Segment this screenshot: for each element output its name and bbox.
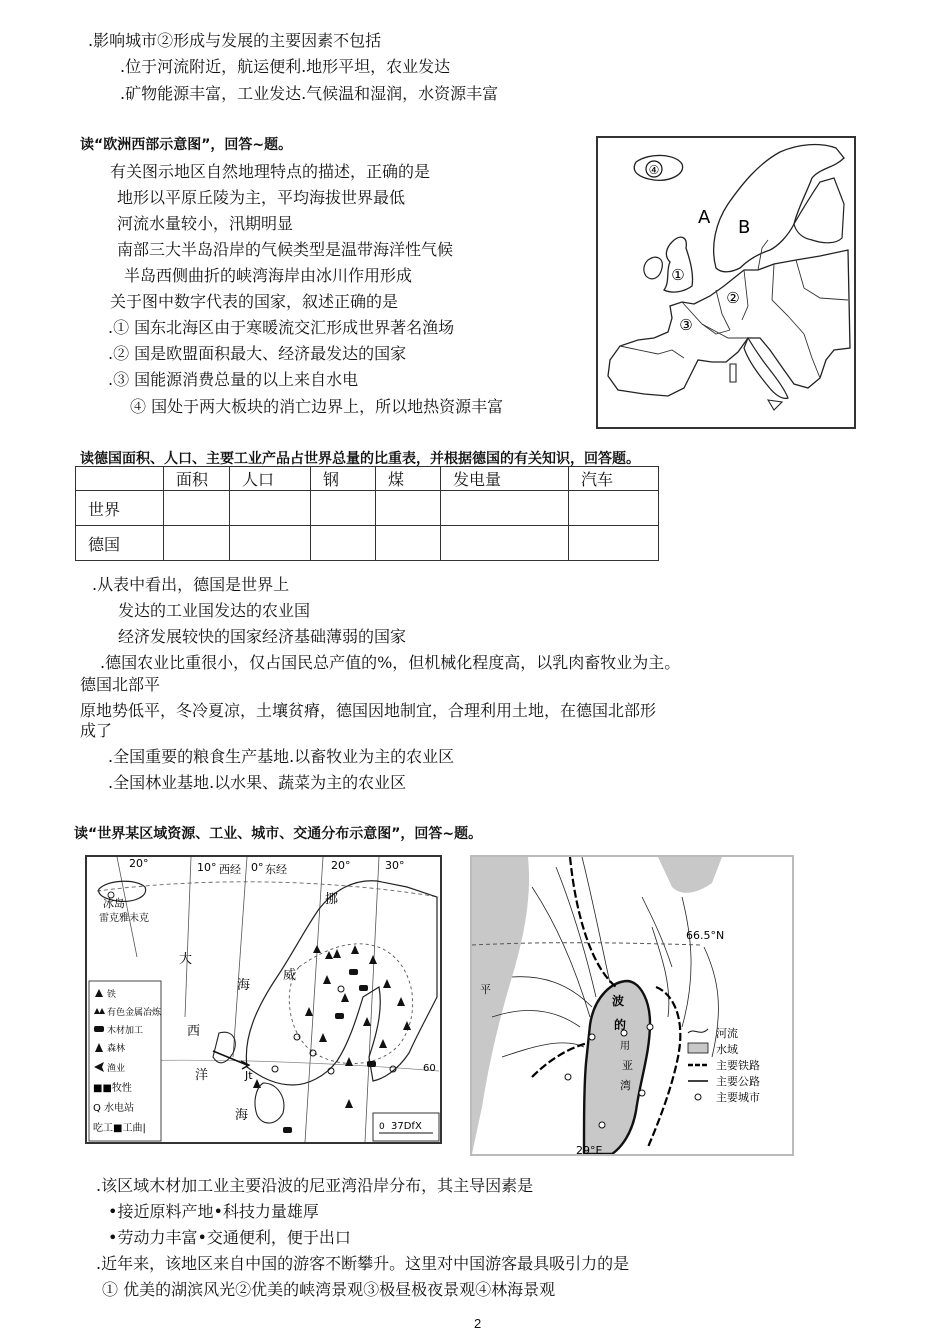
legend-label: 森林 bbox=[107, 1044, 126, 1054]
table-cell bbox=[230, 526, 311, 561]
question-stem: .该区域木材加工业主要沿波的尼亚湾沿岸分布，其主导因素是 bbox=[96, 1176, 534, 1195]
resource-industry-map bbox=[85, 855, 442, 1144]
lat-label: 66.5°N bbox=[686, 929, 725, 942]
legend-label: ■■牧性 bbox=[93, 1083, 132, 1094]
map-text: 挪 bbox=[325, 892, 339, 907]
question-options: .矿物能源丰富，工业发达.气候温和湿润，水资源丰富 bbox=[120, 84, 499, 103]
lon-label: 20° bbox=[331, 859, 351, 872]
table-cell bbox=[376, 526, 441, 561]
option-b: 河流水量较小，汛期明显 bbox=[117, 214, 294, 233]
legend-label: 河流 bbox=[716, 1027, 738, 1040]
table-cell bbox=[311, 491, 376, 526]
map-text: 洋 bbox=[195, 1068, 209, 1083]
legend-label: 铁 bbox=[107, 990, 117, 1000]
table-cell bbox=[441, 491, 569, 526]
table-header-cell: 发电量 bbox=[441, 467, 569, 491]
map-text: 波 bbox=[612, 994, 625, 1008]
table-cell bbox=[230, 491, 311, 526]
map-text: 西 bbox=[187, 1024, 201, 1039]
table-cell bbox=[164, 491, 230, 526]
question-stem: .从表中看出，德国是世界上 bbox=[92, 575, 290, 594]
option-c: 南部三大半岛沿岸的气候类型是温带海洋性气候 bbox=[117, 240, 454, 259]
question-stem: .近年来，该地区来自中国的游客不断攀升。这里对中国游客最具吸引力的是 bbox=[96, 1254, 630, 1273]
table-header-cell: 人口 bbox=[230, 467, 311, 491]
section-heading: 读“世界某区域资源、工业、城市、交通分布示意图”，回答~题。 bbox=[74, 826, 483, 842]
legend-label: 主要铁路 bbox=[716, 1059, 760, 1072]
question-options: .全国重要的粮食生产基地.以畜牧业为主的农业区 bbox=[108, 747, 455, 766]
map-text-iceland: 冰岛 bbox=[103, 897, 125, 910]
table-cell bbox=[569, 526, 659, 561]
map-text: 海 bbox=[237, 978, 251, 993]
table-cell bbox=[441, 526, 569, 561]
table-header-cell: 面积 bbox=[164, 467, 230, 491]
europe-map bbox=[596, 136, 856, 429]
lon-label: 29°E bbox=[576, 1144, 603, 1154]
legend-label: 水域 bbox=[716, 1043, 738, 1056]
river-icon bbox=[688, 1029, 708, 1033]
map-text: 大 bbox=[179, 952, 193, 967]
map-text: Jt bbox=[245, 1069, 253, 1082]
question-stem: 关于图中数字代表的国家，叙述正确的是 bbox=[110, 292, 399, 311]
question-options: •劳动力丰富•交通便利，便于出口 bbox=[108, 1228, 351, 1247]
section-heading: 读“欧洲西部示意图”，回答~题。 bbox=[80, 137, 293, 153]
map-label-b: B bbox=[738, 217, 751, 238]
legend-label: 木材加工 bbox=[107, 1026, 144, 1036]
question-stem: 原地势低平，冬冷夏凉，土壤贫瘠，德国因地制宜，合理利用土地，在德国北部形 bbox=[80, 701, 657, 720]
table-cell bbox=[569, 491, 659, 526]
table-cell bbox=[376, 491, 441, 526]
table-row-label: 德国 bbox=[76, 526, 164, 561]
map-text: 的 bbox=[614, 1018, 627, 1032]
option-d: 半岛西侧曲折的峡湾海岸由冰川作用形成 bbox=[124, 266, 413, 285]
table-cell bbox=[164, 526, 230, 561]
legend-label: 吃工■工曲| bbox=[93, 1123, 146, 1134]
table-row bbox=[76, 526, 659, 561]
legend-label: Q 水电站 bbox=[93, 1103, 135, 1114]
map-text: 威 bbox=[283, 968, 297, 983]
question-options: 经济发展较快的国家经济基础薄弱的国家 bbox=[118, 627, 407, 646]
lon-label: 30° bbox=[385, 859, 405, 872]
table-header-row bbox=[76, 467, 659, 491]
question-options: .全国林业基地.以水果、蔬菜为主的农业区 bbox=[108, 773, 407, 792]
wood-processing-icon bbox=[94, 1026, 104, 1032]
lon-label: 0° bbox=[251, 861, 264, 874]
question-stem: .德国农业比重很小，仅占国民总产值的%，但机械化程度高，以乳肉畜牧业为主。 bbox=[100, 653, 681, 672]
city-icon bbox=[695, 1094, 701, 1100]
data-table bbox=[75, 466, 659, 561]
section-heading: 读德国面积、人口、主要工业产品占世界总量的比重表，并根据德国的有关知识，回答题。 bbox=[80, 451, 640, 467]
lon-label: 东经 bbox=[265, 863, 287, 876]
map-label-1: ① bbox=[671, 266, 685, 284]
table-row bbox=[76, 491, 659, 526]
legend-label: 主要公路 bbox=[716, 1075, 760, 1088]
legend-label: 渔业 bbox=[107, 1064, 126, 1074]
map-text: 湾 bbox=[620, 1079, 631, 1092]
transport-map bbox=[470, 855, 794, 1156]
table-header-cell bbox=[76, 467, 164, 491]
option-c: .③ 国能源消费总量的以上来自水电 bbox=[108, 370, 359, 389]
option-a: 地形以平原丘陵为主，平均海拔世界最低 bbox=[117, 188, 406, 207]
map-text: 用 bbox=[620, 1041, 630, 1052]
map-label-a: A bbox=[698, 207, 711, 228]
lon-label: 20° bbox=[129, 857, 149, 870]
question-stem: .影响城市②形成与发展的主要因素不包括 bbox=[88, 31, 382, 50]
table-header-cell: 煤 bbox=[376, 467, 441, 491]
map-label-2: ② bbox=[726, 289, 740, 307]
lat-label: 60 bbox=[423, 1063, 436, 1074]
option-d: ④ 国处于两大板块的消亡边界上，所以地热资源丰富 bbox=[130, 397, 504, 416]
water-icon bbox=[688, 1043, 708, 1053]
map-text: 亚 bbox=[622, 1059, 633, 1072]
map-text: 海 bbox=[235, 1108, 249, 1123]
question-options: ① 优美的湖滨风光②优美的峡湾景观③极昼极夜景观④林海景观 bbox=[102, 1280, 556, 1299]
lon-label: 10° bbox=[197, 861, 217, 874]
legend-label: 有色金属冶炼 bbox=[107, 1008, 162, 1018]
lon-label: 西经 bbox=[219, 863, 241, 876]
question-stem: 成了 bbox=[80, 721, 113, 740]
question-stem: 德国北部平 bbox=[80, 675, 161, 694]
page-number: 2 bbox=[474, 1316, 482, 1331]
scale-label: 37DfX bbox=[391, 1121, 422, 1132]
question-options: .位于河流附近，航运便利.地形平坦，农业发达 bbox=[120, 57, 451, 76]
map-label-3: ③ bbox=[679, 316, 693, 334]
legend-label: 主要城市 bbox=[716, 1091, 760, 1104]
table-header-cell: 汽车 bbox=[569, 467, 659, 491]
map-text: 平 bbox=[480, 983, 491, 996]
map-text-reykjavik: 雷克雅未克 bbox=[99, 913, 149, 924]
table-cell bbox=[311, 526, 376, 561]
scale-zero: 0 bbox=[379, 1122, 385, 1132]
option-a: .① 国东北海区由于寒暖流交汇形成世界著名渔场 bbox=[108, 318, 455, 337]
question-stem: 有关图示地区自然地理特点的描述，正确的是 bbox=[110, 162, 431, 181]
map-label-4: ④ bbox=[648, 163, 660, 177]
table-header-cell: 钢 bbox=[311, 467, 376, 491]
table-row-label: 世界 bbox=[76, 491, 164, 526]
question-options: •接近原料产地•科技力量雄厚 bbox=[108, 1202, 319, 1221]
question-options: 发达的工业国发达的农业国 bbox=[118, 601, 311, 620]
option-b: .② 国是欧盟面积最大、经济最发达的国家 bbox=[108, 344, 407, 363]
